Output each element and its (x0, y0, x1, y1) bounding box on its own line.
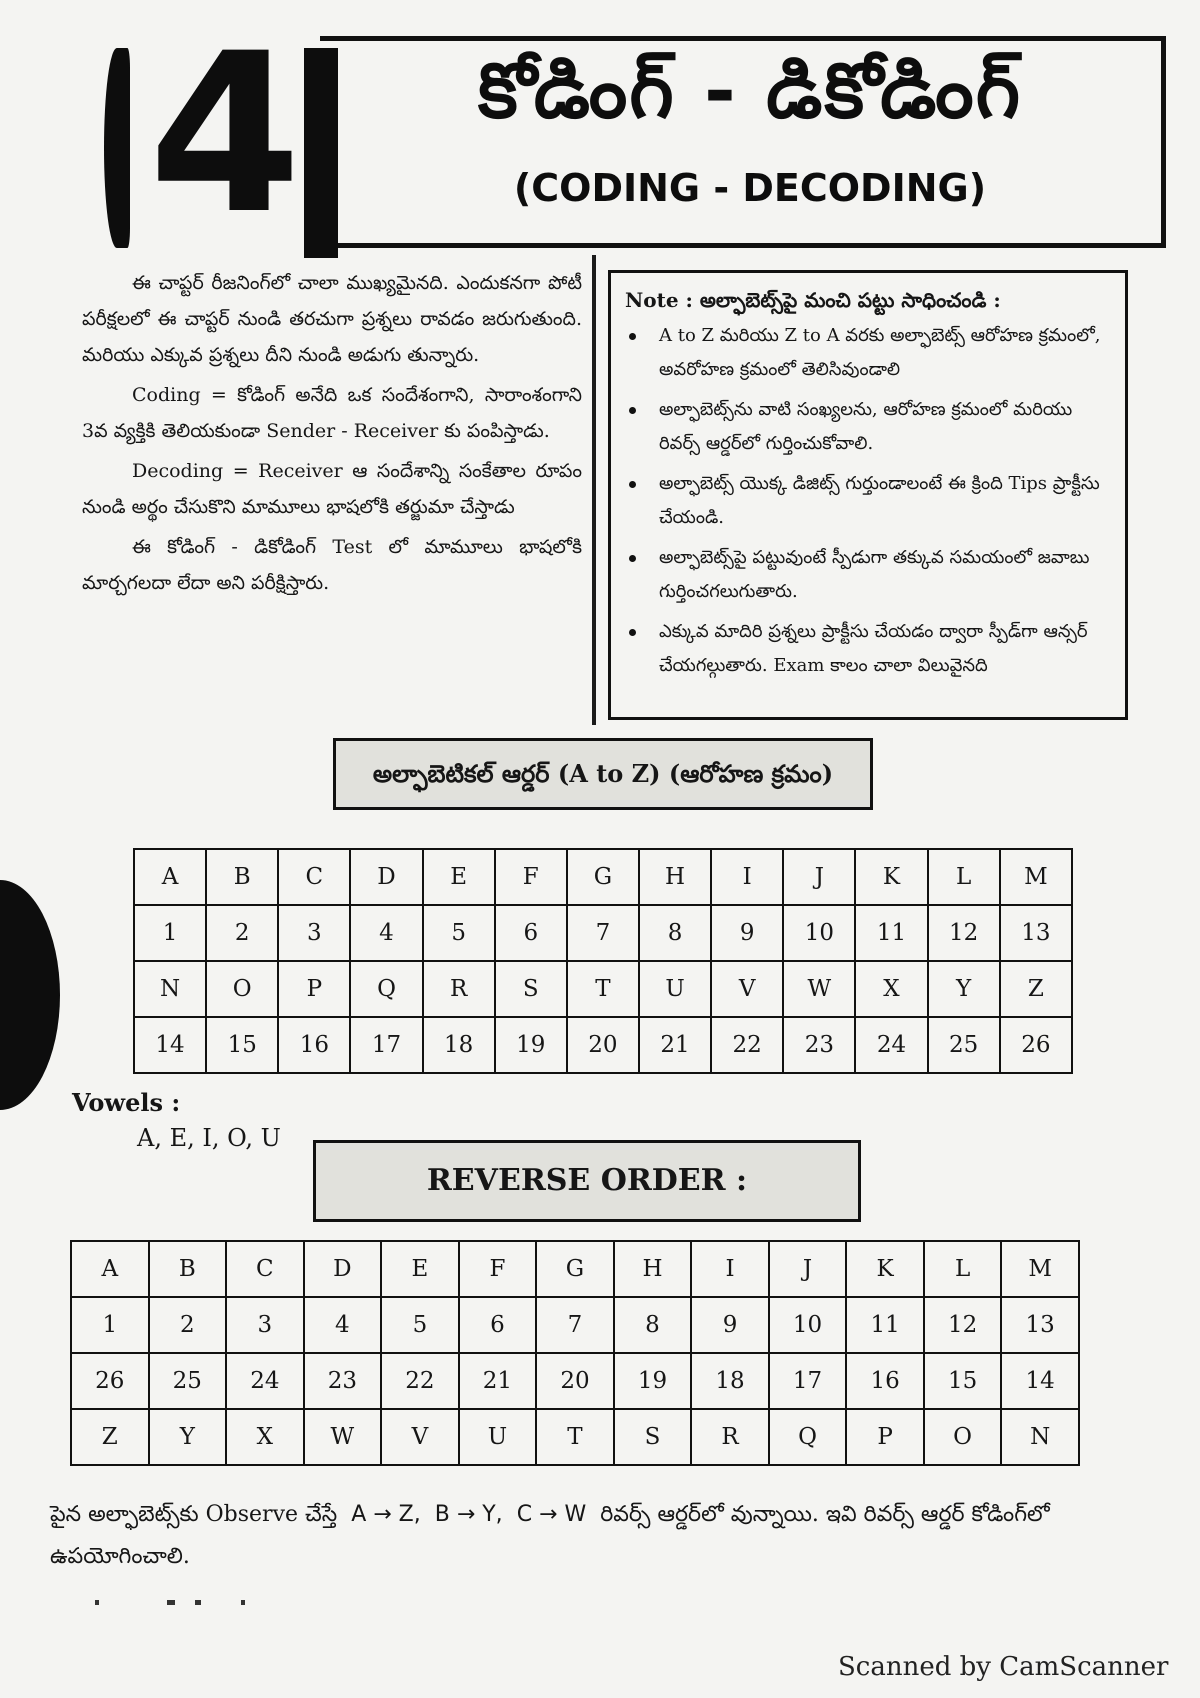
table-cell: D (350, 849, 422, 905)
table-cell: I (691, 1241, 769, 1297)
table-cell: 4 (350, 905, 422, 961)
table-cell: 17 (769, 1353, 847, 1409)
table-cell: X (855, 961, 927, 1017)
table-cell: 10 (769, 1297, 847, 1353)
table-cell: X (226, 1409, 304, 1465)
table-cell: C (278, 849, 350, 905)
table-cell: 22 (381, 1353, 459, 1409)
table-cell: N (1001, 1409, 1079, 1465)
chapter-number: 4 (148, 6, 296, 262)
table-cell: J (783, 849, 855, 905)
table-cell: 8 (614, 1297, 692, 1353)
bullet-icon (629, 407, 636, 414)
table-cell: 1 (71, 1297, 149, 1353)
table-cell: R (691, 1409, 769, 1465)
table-cell: Q (769, 1409, 847, 1465)
table-cell: 26 (1000, 1017, 1072, 1073)
table-cell: P (846, 1409, 924, 1465)
chapter-number-block (90, 6, 340, 262)
table-cell: 16 (846, 1353, 924, 1409)
table-cell: 19 (614, 1353, 692, 1409)
table-cell: 22 (711, 1017, 783, 1073)
table-cell: 2 (149, 1297, 227, 1353)
note-item: అల్ఫాబెట్స్ యొక్క డిజిట్స్ గుర్తుండాలంటే ఈ క్రింది Tips ప్రాక్టీసు చేయండి. (659, 467, 1113, 535)
table-cell: Y (149, 1409, 227, 1465)
table-cell: 21 (639, 1017, 711, 1073)
note-item: A to Z మరియు Z to A వరకు అల్ఫాబెట్స్ ఆరోహణ క్రమంలో, అవరోహణ క్రమంలో తెలిసివుండాలి (659, 319, 1113, 387)
bullet-icon (629, 333, 636, 340)
table-cell: 10 (783, 905, 855, 961)
table-cell: F (495, 849, 567, 905)
table-cell: D (304, 1241, 382, 1297)
alphabetical-order-table (133, 848, 1073, 1074)
bullet-icon (629, 629, 636, 636)
mapping-pair: C → W (516, 1502, 587, 1527)
scanner-watermark: Scanned by CamScanner (838, 1652, 1169, 1682)
table-cell: K (855, 849, 927, 905)
table-cell: 7 (536, 1297, 614, 1353)
table-cell: 24 (226, 1353, 304, 1409)
table-cell: G (567, 849, 639, 905)
table-cell: 3 (226, 1297, 304, 1353)
table-cell: W (304, 1409, 382, 1465)
note-label: Note : (625, 288, 693, 312)
vowels-label: Vowels : (72, 1088, 181, 1117)
table-cell: 12 (928, 905, 1000, 961)
table-cell: U (459, 1409, 537, 1465)
table-cell: 1 (134, 905, 206, 961)
table-cell: A (71, 1241, 149, 1297)
table-cell: 25 (928, 1017, 1000, 1073)
table-cell: B (206, 849, 278, 905)
table-cell: S (495, 961, 567, 1017)
table-cell: V (381, 1409, 459, 1465)
observation-suffix: రివర్స్ ఆర్డర్‌లో వున్నాయి. ఇవి రివర్స్ ఆర్డర్ కోడింగ్‌లో ఉపయోగించాలి. (50, 1502, 1050, 1569)
table-cell: T (567, 961, 639, 1017)
alphabetical-order-heading: అల్ఫాబెటికల్ ఆర్డర్ (A to Z) (ఆరోహణ క్రమం) (333, 738, 873, 810)
table-cell: 11 (846, 1297, 924, 1353)
chapter-header (90, 6, 1180, 262)
table-cell: 7 (567, 905, 639, 961)
intro-paragraph: ఈ కోడింగ్ - డికోడింగ్ Test లో మామూలు భాషలోకి మార్చగలదా లేదా అని పరీక్షిస్తారు. (82, 536, 582, 594)
reverse-order-heading: REVERSE ORDER : (313, 1140, 861, 1222)
scan-shadow (0, 880, 60, 1110)
table-cell: M (1000, 849, 1072, 905)
table-cell: 26 (71, 1353, 149, 1409)
table-cell: 25 (149, 1353, 227, 1409)
table-cell: 2 (206, 905, 278, 961)
table-cell: T (536, 1409, 614, 1465)
note-list (625, 319, 1113, 683)
table-cell: 21 (459, 1353, 537, 1409)
table-cell: V (711, 961, 783, 1017)
table-cell: 19 (495, 1017, 567, 1073)
stray-scan-marks (95, 1600, 285, 1606)
table-cell: 18 (691, 1353, 769, 1409)
table-cell: Z (71, 1409, 149, 1465)
table-cell: 9 (711, 905, 783, 961)
table-row (71, 1297, 1079, 1353)
table-cell: N (134, 961, 206, 1017)
note-title: అల్ఫాబెట్స్‌పై మంచి పట్టు సాధించండి : (699, 288, 1001, 312)
table-cell: 20 (536, 1353, 614, 1409)
table-cell: 6 (459, 1297, 537, 1353)
table-row (71, 1353, 1079, 1409)
reverse-order-table (70, 1240, 1080, 1466)
table-cell: O (924, 1409, 1002, 1465)
table-row (134, 905, 1072, 961)
table-cell: G (536, 1241, 614, 1297)
table-cell: U (639, 961, 711, 1017)
table-cell: 3 (278, 905, 350, 961)
table-cell: S (614, 1409, 692, 1465)
table-cell: L (928, 849, 1000, 905)
table-cell: 15 (206, 1017, 278, 1073)
table-row (134, 1017, 1072, 1073)
table-cell: A (134, 849, 206, 905)
table-cell: 23 (783, 1017, 855, 1073)
table-cell: J (769, 1241, 847, 1297)
table-cell: 13 (1001, 1297, 1079, 1353)
table-cell: 16 (278, 1017, 350, 1073)
chapter-title-english: (CODING - DECODING) (513, 166, 987, 210)
table-cell: L (924, 1241, 1002, 1297)
note-heading (625, 283, 1113, 317)
mapping-pair: B → Y, (434, 1502, 503, 1527)
bullet-icon (629, 555, 636, 562)
table-cell: H (614, 1241, 692, 1297)
table-cell: 24 (855, 1017, 927, 1073)
table-cell: F (459, 1241, 537, 1297)
bullet-icon (629, 481, 636, 488)
table-cell: Y (928, 961, 1000, 1017)
table-row (134, 961, 1072, 1017)
note-item: అల్ఫాబెట్స్‌ను వాటి సంఖ్యలను, ఆరోహణ క్రమంలో మరియు రివర్స్ ఆర్డర్‌లో గుర్తించుకోవాలి. (659, 393, 1113, 461)
table-cell: 12 (924, 1297, 1002, 1353)
table-cell: M (1001, 1241, 1079, 1297)
table-cell: P (278, 961, 350, 1017)
table-cell: 15 (924, 1353, 1002, 1409)
table-cell: H (639, 849, 711, 905)
table-cell: E (381, 1241, 459, 1297)
table-row (71, 1409, 1079, 1465)
table-cell: Z (1000, 961, 1072, 1017)
table-cell: 13 (1000, 905, 1072, 961)
intro-text (82, 265, 582, 605)
note-item: అల్ఫాబెట్స్‌పై పట్టువుంటే స్పీడుగా తక్కువ సమయంలో జవాబు గుర్తించగలుగుతారు. (659, 541, 1113, 609)
table-cell: 9 (691, 1297, 769, 1353)
decorative-bar-right (304, 48, 338, 258)
table-cell: E (423, 849, 495, 905)
table-cell: B (149, 1241, 227, 1297)
table-cell: 20 (567, 1017, 639, 1073)
table-row (71, 1241, 1079, 1297)
table-cell: 4 (304, 1297, 382, 1353)
mapping-pair: A → Z, (351, 1502, 421, 1527)
table-cell: R (423, 961, 495, 1017)
note-item: ఎక్కువ మాదిరి ప్రశ్నలు ప్రాక్టీసు చేయడం ద్వారా స్పీడ్‌గా ఆన్సర్ చేయగల్గుతారు. Exam కాలం చాలా విలువైనది (659, 615, 1113, 683)
table-cell: 23 (304, 1353, 382, 1409)
table-cell: 5 (423, 905, 495, 961)
table-cell: C (226, 1241, 304, 1297)
observation-prefix: పైన అల్ఫాబెట్స్‌కు Observe చేస్తే (50, 1502, 338, 1527)
table-cell: 11 (855, 905, 927, 961)
note-box (608, 270, 1128, 720)
table-cell: 14 (134, 1017, 206, 1073)
table-cell: Q (350, 961, 422, 1017)
intro-paragraph: ఈ చాప్టర్ రీజనింగ్‌లో చాలా ముఖ్యమైనది. ఎందుకనగా పోటీ పరీక్షలలో ఈ చాప్టర్ నుండి తరచుగా ప్రశ్నలు రావడం జరుగుతుంది. మరియు ఎక్కువ ప్రశ్నలు దీని నుండి అడుగు తున్నారు. (82, 272, 582, 366)
table-cell: 6 (495, 905, 567, 961)
table-cell: 17 (350, 1017, 422, 1073)
table-cell: 8 (639, 905, 711, 961)
observation-text (50, 1494, 1195, 1578)
table-cell: 5 (381, 1297, 459, 1353)
table-cell: 14 (1001, 1353, 1079, 1409)
column-divider (592, 255, 596, 725)
table-row (134, 849, 1072, 905)
table-cell: W (783, 961, 855, 1017)
table-cell: I (711, 849, 783, 905)
table-cell: O (206, 961, 278, 1017)
table-cell: 18 (423, 1017, 495, 1073)
vowels-value: A, E, I, O, U (137, 1124, 281, 1152)
intro-paragraph: Decoding = Receiver ఆ సందేశాన్ని సంకేతాల రూపం నుండి అర్థం చేసుకొని మామూలు భాషలోకి తర్జుమా చేస్తాడు (82, 460, 582, 518)
decorative-bar-left (104, 48, 130, 248)
intro-paragraph: Coding = కోడింగ్ అనేది ఒక సందేశంగాని, సారాంశంగాని 3వ వ్యక్తికి తెలియకుండా Sender - Receiver కు పంపిస్తాడు. (82, 384, 582, 442)
chapter-title-telugu: కోడింగ్ - డికోడింగ్ (477, 46, 1023, 135)
table-cell: K (846, 1241, 924, 1297)
